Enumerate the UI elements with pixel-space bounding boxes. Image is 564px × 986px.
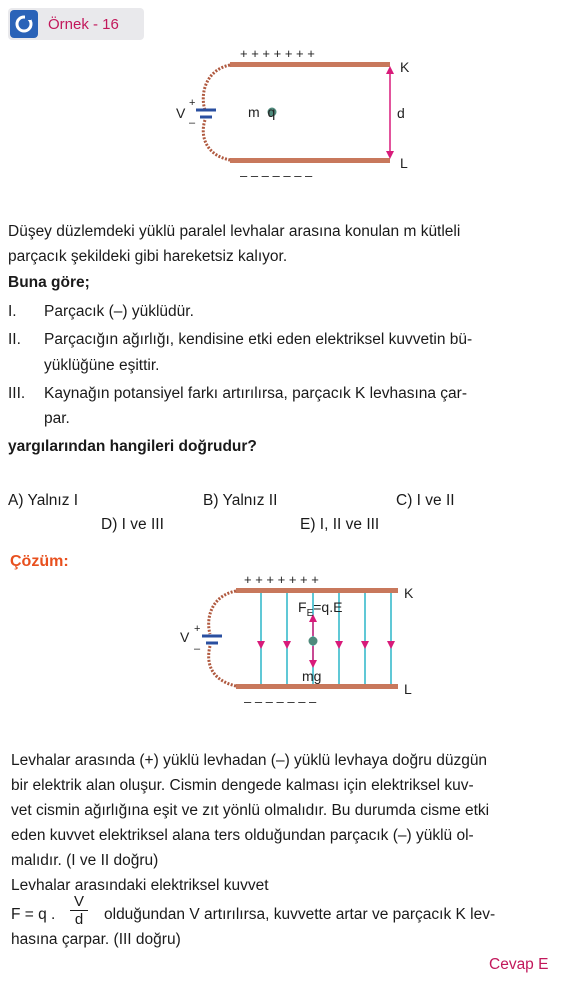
formula-prefix: F = q .: [11, 906, 56, 923]
svg-text:+: +: [194, 623, 201, 635]
solution-last-line: hasına çarpar. (III doğru): [11, 931, 181, 948]
svg-text:+: +: [189, 97, 196, 109]
weight-label: mg: [302, 668, 322, 684]
formula-denominator: d: [74, 911, 84, 928]
formula-suffix: olduğundan V artırılırsa, kuvvette artar ve parçacık K lev-: [104, 906, 496, 923]
svg-text:–: –: [194, 643, 201, 655]
solution-title: Çözüm:: [10, 553, 69, 570]
question-line-1: Düşey düzlemdeki yüklü paralel levhalar arasına konulan m kütleli: [8, 223, 461, 240]
plate-l-label: L: [404, 681, 412, 697]
plate-l-charges: – – – – – – –: [240, 168, 313, 183]
answer-label: Cevap E: [489, 956, 549, 973]
example-icon: [10, 10, 38, 38]
item-text: Kaynağın potansiyel farkı artırılırsa, parçacık K levhasına çar-: [44, 385, 467, 402]
electric-force-label: $F_E=q.E$: [298, 599, 343, 619]
plate-k-charges: + + + + + + +: [240, 46, 315, 61]
item-text: par.: [44, 410, 70, 427]
option-b[interactable]: B) Yalnız II: [203, 492, 278, 509]
plate-k-label: K: [404, 585, 414, 601]
item-text: Parçacık (–) yüklüdür.: [44, 303, 194, 320]
item-text: yüklüğüne eşittir.: [44, 357, 160, 374]
field-arrows: [257, 641, 395, 649]
wire: [209, 591, 236, 686]
plate-l-label: L: [400, 155, 408, 171]
solution-figure: [160, 568, 420, 716]
question-figure: [160, 40, 420, 190]
formula-fraction: [70, 893, 88, 928]
source-label: V: [180, 629, 190, 645]
question-line-2: parçacık şekildeki gibi hareketsiz kalıyor.: [8, 248, 288, 265]
solution-line: malıdır. (I ve II doğru): [11, 852, 159, 869]
source-label: V: [176, 105, 186, 121]
solution-line: Levhalar arasındaki elektriksel kuvvet: [11, 877, 269, 894]
item-text: Parçacığın ağırlığı, kendisine etki eden elektriksel kuvvetin bü-: [44, 331, 473, 348]
plate-k: [236, 588, 398, 593]
plate-k: [230, 62, 390, 67]
item-number: III.: [8, 385, 26, 402]
svg-text:–: –: [189, 117, 196, 129]
formula-numerator: V: [73, 893, 84, 910]
option-d[interactable]: D) I ve III: [101, 516, 164, 533]
question-prompt: yargılarından hangileri doğrudur?: [8, 438, 257, 455]
solution-line: bir elektrik alan oluşur. Cismin dengede kalması için elektriksel kuv-: [11, 777, 474, 794]
option-c[interactable]: C) I ve II: [396, 492, 455, 509]
item-number: II.: [8, 331, 21, 348]
solution-line: eden kuvvet elektriksel alana ters olduğundan parçacık (–) yüklü ol-: [11, 827, 474, 844]
question-lead: Buna göre;: [8, 274, 90, 291]
plate-l-charges: – – – – – – –: [244, 694, 317, 709]
solution-line: Levhalar arasında (+) yüklü levhadan (–) yüklü levhaya doğru düzgün: [11, 752, 488, 769]
plate-l: [236, 684, 398, 689]
solution-line: vet cismin ağırlığına eşit ve zıt yönlü olmalıdır. Bu durumda cisme etki: [11, 802, 490, 819]
item-number: I.: [8, 303, 17, 320]
wire: [203, 65, 230, 160]
option-e[interactable]: E) I, II ve III: [300, 516, 380, 533]
distance-label: d: [397, 105, 405, 121]
option-a[interactable]: A) Yalnız I: [8, 492, 79, 509]
plate-k-label: K: [400, 59, 410, 75]
example-title: Örnek - 16: [48, 16, 119, 33]
particle-dot: [309, 637, 318, 646]
particle-label: m q: [248, 104, 276, 120]
plate-l: [230, 158, 390, 163]
plate-k-charges: + + + + + + +: [244, 572, 319, 587]
